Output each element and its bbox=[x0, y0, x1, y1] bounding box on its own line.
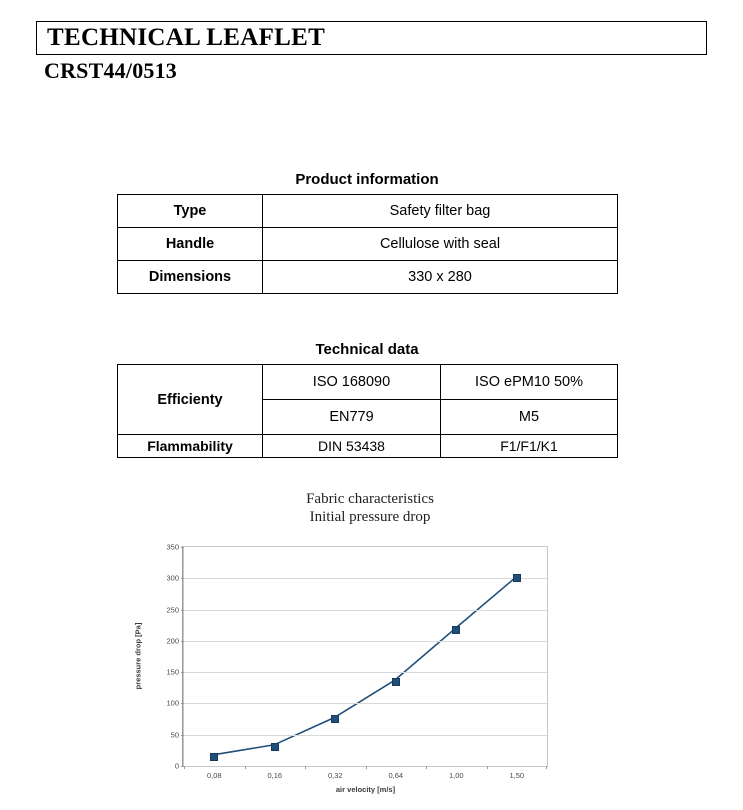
technical-data-table bbox=[117, 364, 618, 458]
flammability-class: F1/F1/K1 bbox=[441, 435, 618, 458]
chart-title bbox=[130, 490, 610, 526]
chart-x-tick-mark bbox=[546, 766, 547, 769]
table-row bbox=[118, 435, 618, 458]
chart-data-point bbox=[452, 626, 460, 634]
chart-y-tick-label: 150 bbox=[166, 667, 179, 677]
flammability-label: Flammability bbox=[118, 435, 263, 458]
pressure-drop-chart bbox=[130, 490, 610, 805]
chart-y-tick-label: 250 bbox=[166, 605, 179, 615]
chart-y-tick-label: 0 bbox=[174, 761, 179, 771]
chart-x-tick-label: 1,50 bbox=[509, 771, 525, 780]
document-reference: CRST44/0513 bbox=[44, 58, 177, 83]
chart-x-tick-mark bbox=[305, 766, 306, 769]
chart-x-tick-mark bbox=[366, 766, 367, 769]
flammability-standard: DIN 53438 bbox=[263, 435, 441, 458]
chart-y-tick-label: 350 bbox=[166, 542, 179, 552]
chart-plot-area bbox=[166, 542, 548, 780]
product-row-value: 330 x 280 bbox=[263, 261, 618, 294]
chart-gridline bbox=[184, 578, 547, 579]
chart-data-point bbox=[513, 574, 521, 582]
chart-y-tick-mark bbox=[181, 672, 184, 673]
chart-x-tick-label: 0,16 bbox=[267, 771, 283, 780]
chart-y-tick-mark bbox=[181, 735, 184, 736]
chart-y-tick-label: 50 bbox=[170, 730, 179, 740]
chart-y-axis-title: pressure drop [Pa] bbox=[133, 622, 143, 690]
table-row bbox=[118, 228, 618, 261]
chart-title-line2: Initial pressure drop bbox=[309, 509, 431, 525]
chart-gridline bbox=[184, 672, 547, 673]
chart-gridline bbox=[184, 610, 547, 611]
product-row-label: Dimensions bbox=[118, 261, 263, 294]
title-box bbox=[36, 21, 707, 55]
chart-y-tick-mark bbox=[181, 703, 184, 704]
product-row-label: Handle bbox=[118, 228, 263, 261]
technical-data-heading: Technical data bbox=[315, 341, 419, 358]
chart-data-point bbox=[271, 743, 279, 751]
product-row-value: Cellulose with seal bbox=[263, 228, 618, 261]
chart-y-tick-mark bbox=[181, 578, 184, 579]
efficiency-class: ISO ePM10 50% bbox=[441, 365, 618, 400]
chart-gridline bbox=[184, 703, 547, 704]
chart-x-tick-mark bbox=[184, 766, 185, 769]
chart-x-tick-mark bbox=[487, 766, 488, 769]
chart-series-line bbox=[184, 547, 547, 766]
chart-data-point bbox=[210, 753, 218, 761]
efficiency-label: Efficienty bbox=[118, 365, 263, 435]
chart-x-tick-label: 0,08 bbox=[206, 771, 222, 780]
product-information-table bbox=[117, 194, 618, 294]
product-row-label: Type bbox=[118, 195, 263, 228]
efficiency-class: M5 bbox=[441, 400, 618, 435]
chart-x-tick-label: 0,32 bbox=[327, 771, 343, 780]
chart-x-tick-label: 1,00 bbox=[448, 771, 464, 780]
chart-y-tick-label: 100 bbox=[166, 698, 179, 708]
chart-x-tick-mark bbox=[426, 766, 427, 769]
chart-y-tick-mark bbox=[181, 547, 184, 548]
chart-gridline bbox=[184, 735, 547, 736]
chart-title-line1: Fabric characteristics bbox=[306, 491, 434, 507]
table-row bbox=[118, 365, 618, 400]
chart-y-tick-label: 300 bbox=[166, 573, 179, 583]
table-row bbox=[118, 261, 618, 294]
chart-x-tick-mark bbox=[245, 766, 246, 769]
efficiency-standard: ISO 168090 bbox=[263, 365, 441, 400]
chart-y-tick-mark bbox=[181, 610, 184, 611]
product-row-value: Safety filter bag bbox=[263, 195, 618, 228]
table-row bbox=[118, 195, 618, 228]
page-title: TECHNICAL LEAFLET bbox=[47, 24, 326, 51]
product-information-heading: Product information bbox=[295, 171, 439, 188]
chart-data-point bbox=[392, 678, 400, 686]
chart-y-tick-label: 200 bbox=[166, 636, 179, 646]
chart-x-tick-label: 0,64 bbox=[388, 771, 404, 780]
chart-data-point bbox=[331, 715, 339, 723]
chart-y-tick-mark bbox=[181, 641, 184, 642]
chart-gridline bbox=[184, 641, 547, 642]
chart-x-axis-title: air velocity [m/s] bbox=[335, 785, 396, 794]
efficiency-standard: EN779 bbox=[263, 400, 441, 435]
